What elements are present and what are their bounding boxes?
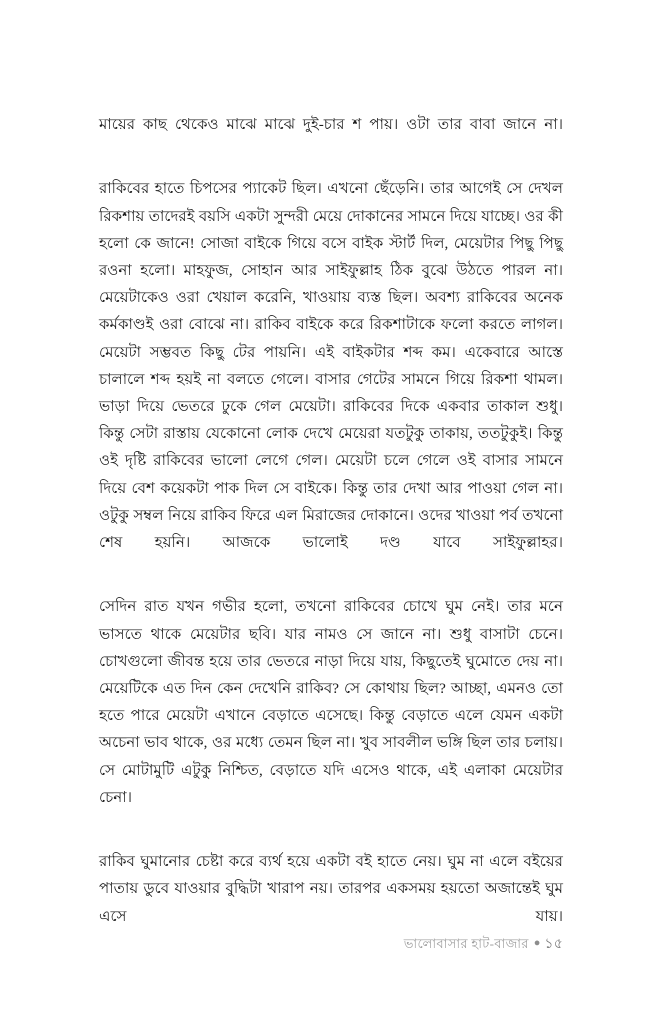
- footer-separator-dot-icon: ●: [533, 937, 541, 949]
- paragraph: সেদিন রাত যখন গভীর হলো, তখনো রাকিবের চোখে ঘুম নেই। তার মনে ভাসতে থাকে মেয়েটার ছবি। যার নামও সে জানে না। শুধু বাসাটা চেনে। চোখগুলো জীবন্ত হয়ে তার ভেতরে নাড়া দিয়ে যায়, কিছুতেই ঘুমোতে দেয় না। মেয়েটিকে এত দিন কেন দেখেনি রাকিব? সে কোথায় ছিল? আচ্ছা, এমনও তো হতে পারে মেয়েটা এখানে বেড়াতে এসেছে। কিন্তু বেড়াতে এলে যেমন একটা অচেনা ভাব থাকে, ওর মধ্যে তেমন ছিল না। খুব সাবলীল ভঙ্গি ছিল তার চলায়। সে মোটামুটি এটুকু নিশ্চিত, বেড়াতে যদি এসেও থাকে, এই এলাকা মেয়েটার চেনা।: [99, 599, 563, 806]
- page-footer: [99, 934, 563, 954]
- paragraph: মায়ের কাছ থেকেও মাঝে মাঝে দুই-চার শ পায়। ওটা তার বাবা জানে না।: [99, 117, 563, 133]
- footer-book-title: ভালোবাসার হাট-বাজার: [403, 936, 529, 951]
- body-text-column: [99, 112, 563, 958]
- paragraph: রাকিবের হাতে চিপসের প্যাকেট ছিল। এখনো ছেঁড়েনি। তার আগেই সে দেখল রিকশায় তাদেরই বয়সি একটা সুন্দরী মেয়ে দোকানের সামনে দিয়ে যাচ্ছে। ওর কী হলো কে জানে! সোজা বাইকে গিয়ে বসে বাইক স্টার্ট দিল, মেয়েটার পিছু পিছু রওনা হলো। মাহফুজ, সোহান আর সাইফুল্লাহ ঠিক বুঝে উঠতে পারল না। মেয়েটাকেও ওরা খেয়াল করেনি, খাওয়ায় ব্যস্ত ছিল। অবশ্য রাকিবের অনেক কর্মকাণ্ডই ওরা বোঝে না। রাকিব বাইকে করে রিকশাটাকে ফলো করতে লাগল। মেয়েটা সম্ভবত কিছু টের পায়নি। এই বাইকটার শব্দ কম। একেবারে আস্তে চালালে শব্দ হয়ই না বলতে গেলে। বাসার গেটের সামনে গিয়ে রিকশা থামল। ভাড়া দিয়ে ভেতরে ঢুকে গেল মেয়েটা। রাকিবের দিকে একবার তাকাল শুধু। কিন্তু সেটা রাস্তায় যেকোনো লোক দেখে মেয়েরা যতটুকু তাকায়, ততটুকুই। কিন্তু ওই দৃষ্টি রাকিবের ভালো লেগে গেল। মেয়েটা চলে গেলে ওই বাসার সামনে দিয়ে বেশ কয়েকটা পাক দিল সে বাইকে। কিন্তু তার দেখা আর পাওয়া গেল না। ওটুকু সম্বল নিয়ে রাকিব ফিরে এল মিরাজের দোকানে। ওদের খাওয়া পর্ব তখনো শেষ হয়নি। আজকে ভালোই দণ্ড যাবে সাইফুল্লাহর।: [99, 181, 563, 552]
- paragraph: রাকিব ঘুমানোর চেষ্টা করে ব্যর্থ হয়ে একটা বই হাতে নেয়। ঘুম না এলে বইয়ের পাতায় ডুবে যাওয়ার বুদ্ধিটা খারাপ নয়। তারপর একসময় হয়তো অজান্তেই ঘুম এসে যায়।: [99, 854, 563, 925]
- page-number: ১৫: [544, 937, 563, 952]
